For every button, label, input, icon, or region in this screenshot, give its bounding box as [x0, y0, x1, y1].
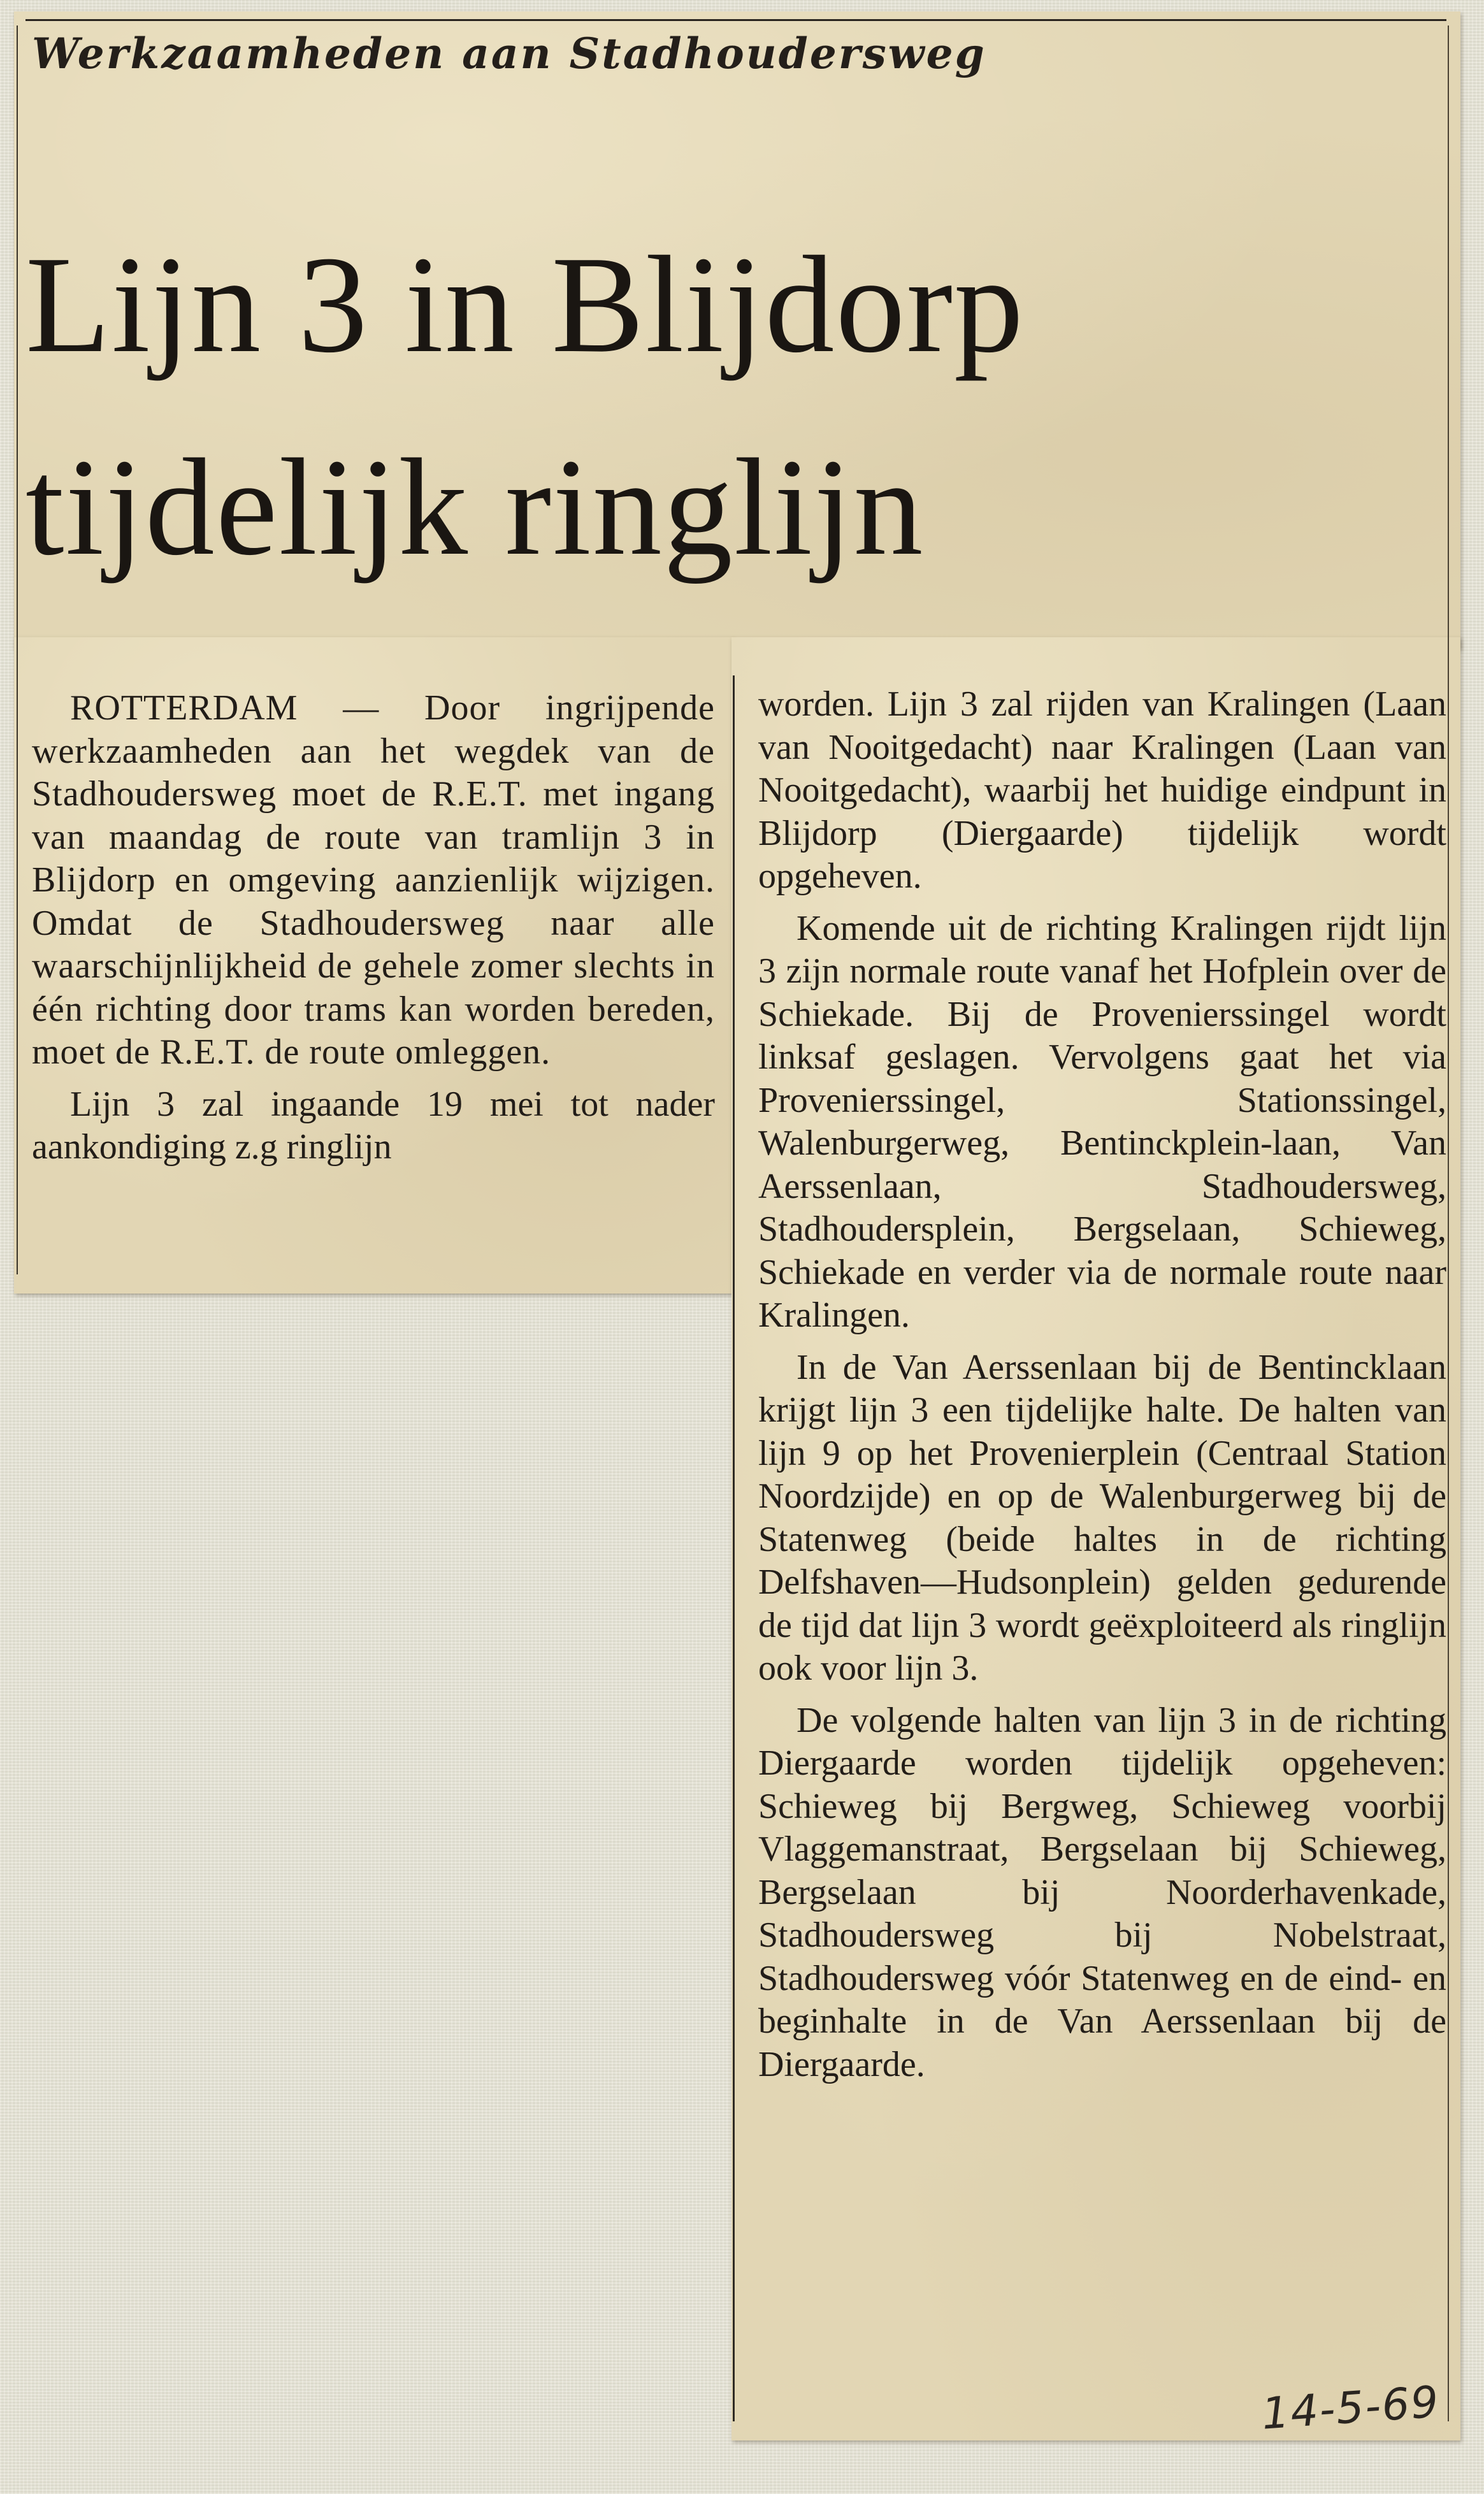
- headline-line-1: Lijn 3 in Blijdorp: [25, 228, 1025, 382]
- article-paragraph: Komende uit de richting Kralingen rijdt lijn 3 zijn normale route vanaf het Hofplein over de Schiekade. Bij de Provenierssingel wordt linksaf geslagen. Vervolgens gaat het via Provenierssingel, Stationssingel, Walenburgerweg, Bentinckplein-laan, Van Aerssenlaan, Stadhoudersweg, Stadhoudersplein, Bergselaan, Schieweg, Schiekade en verder via de normale route naar Kralingen.: [758, 908, 1446, 1335]
- clipping-left-edge: [17, 25, 18, 1274]
- top-rule: [25, 19, 1446, 25]
- article-paragraph: worden. Lijn 3 zal rijden van Kralingen (Laan van Nooitgedacht) naar Kralingen (Laan van Nooitgedacht), waarbij het huidige eindpunt in Blijdorp (Diergaarde) tijdelijk wordt opgeheven.: [758, 684, 1446, 896]
- headline: [25, 204, 1427, 609]
- handwritten-date: 14-5-69: [1260, 2377, 1441, 2440]
- kicker: Werkzaamheden aan Stadhoudersweg: [32, 29, 986, 78]
- headline-line-2: tijdelijk ringlijn: [25, 431, 925, 584]
- article-right-column: [758, 683, 1446, 2095]
- article-paragraph: ROTTERDAM — Door ingrijpende werkzaamheden aan het wegdek van de Stadhoudersweg moet de R.E.T. met ingang van maandag de route van tramlijn 3 in Blijdorp en omgeving aanzienlijk wijzigen. Omdat de Stadhoudersweg naar alle waarschijnlijkheid de gehele zomer slechts in één richting door trams kan worden bereden, moet de R.E.T. de route omleggen.: [32, 688, 715, 1072]
- article-paragraph: In de Van Aerssenlaan bij de Bentincklaan krijgt lijn 3 een tijdelijke halte. De halten van lijn 9 op het Provenierplein (Centraal Station Noordzijde) en op de Walenburgerweg bij de Statenweg (beide haltes in de richting Delfshaven—Hudsonplein) gelden gedurende de tijd dat lijn 3 wordt geëxploiteerd als ringlijn ook voor lijn 3.: [758, 1347, 1446, 1688]
- column-divider: [733, 675, 735, 2421]
- article-paragraph: Lijn 3 zal ingaande 19 mei tot nader aankondiging z.g ringlijn: [32, 1084, 715, 1167]
- article-paragraph: De volgende halten van lijn 3 in de richting Diergaarde worden tijdelijk opgeheven: Schieweg bij Bergweg, Schieweg voorbij Vlaggemanstraat, Bergselaan bij Schieweg, Bergselaan bij Noorderhavenkade, Stadhoudersweg bij Nobelstraat, Stadhoudersweg vóór Statenweg en de eind- en beginhalte in de Van Aerssenlaan bij de Diergaarde.: [758, 1700, 1446, 2084]
- clipping-right-edge: [1448, 25, 1449, 2421]
- article-left-column: [32, 687, 715, 1178]
